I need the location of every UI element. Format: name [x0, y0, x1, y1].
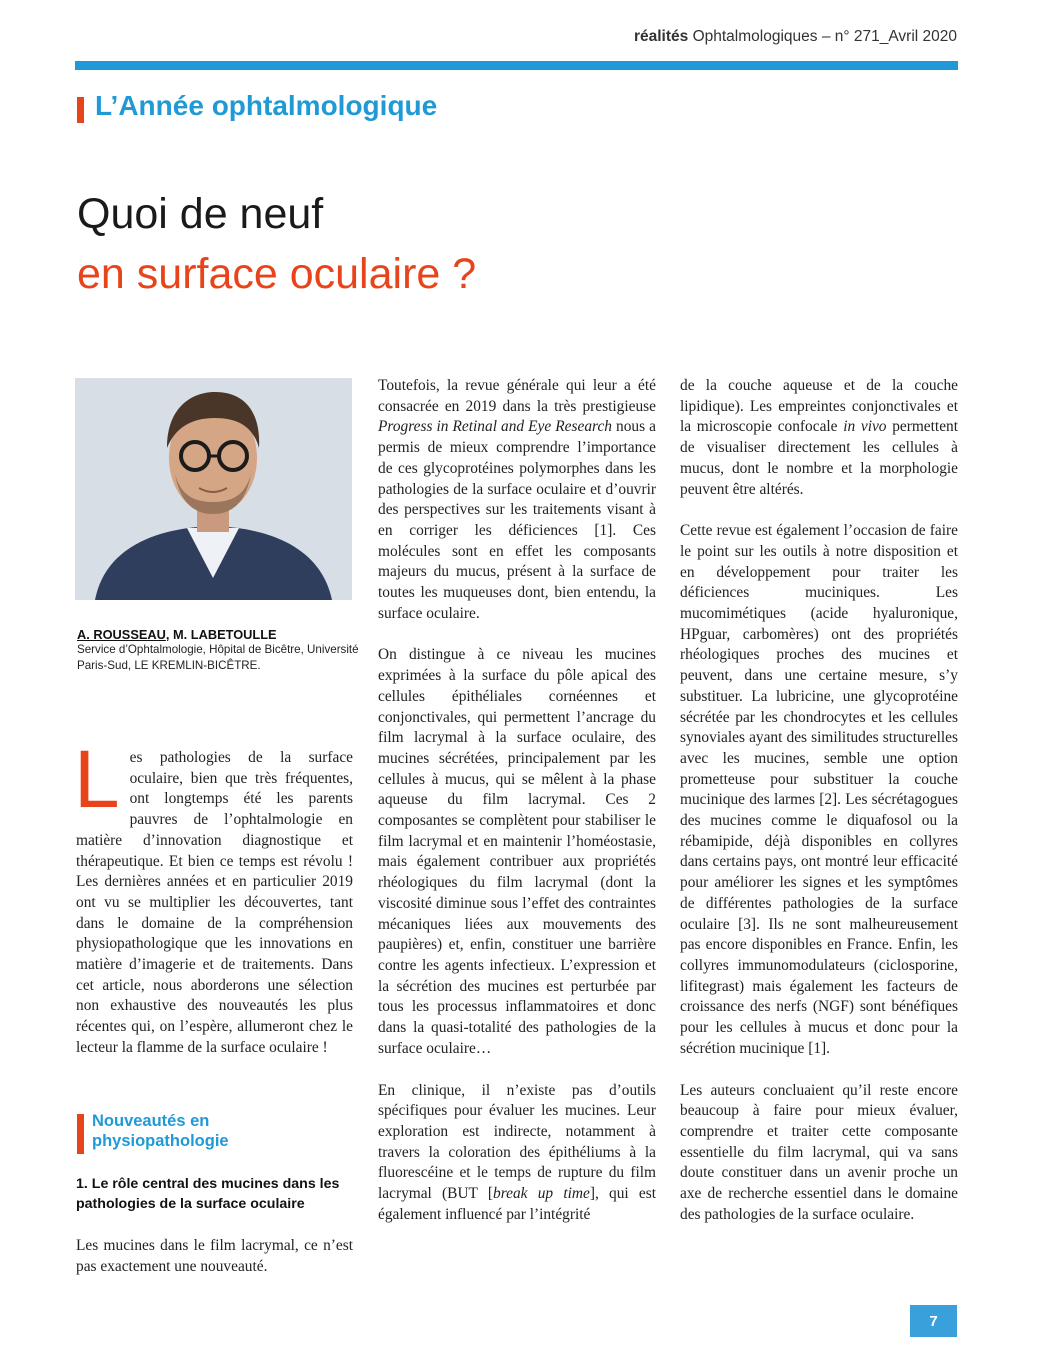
- journal-brand: réalités: [633, 28, 689, 45]
- rubric-marker: [77, 97, 84, 123]
- title-line-2: en surface oculaire ?: [77, 250, 477, 298]
- author-1: A. ROUSSEAU: [77, 627, 166, 642]
- drop-cap: L: [74, 734, 120, 825]
- paragraph: On distingue à ce niveau les mucines exprimées à la surface du pôle apical des cellules épithéliales cornéennes et conjonctivales, qui permettent l’ancrage du film lacrymal à la surface oculaire, des mucines sécrétées, principalement par les cellules à mucus, qui se mêlent à la phase aqueuse du film lacrymal. Ces 2 composantes se complètent pour stabiliser le film lacrymal et en maintenir l’homéostasie, mais également contribuer aux propriétés rhéologiques du film lacrymal (dont la viscosité diminue sous l’effet des contraintes mécaniques liées aux mouvements des paupières) et, enfin, constituer une barrière contre les agents infectieux. L’expression et la sécrétion des mucines est perturbée par tous les processus inflammatoires et donc dans la quasi-totalité des pathologies de la surface oculaire…: [378, 646, 656, 1057]
- intro-text: es pathologies de la surface oculaire, bien que très fréquentes, ont longtemps été les parents pauvres de l’ophtalmologie en matière d’innovation diagnostique et thérapeutique. Et bien ce temps est révolu ! Les dernières années et en particulier 2019 ont vu se multiplier les découvertes, tant dans le domaine de la compréhension physiopathologique que les innovations en matière d’imagerie et de traitements. Dans cet article, nous aborderons une sélection non exhaustive des nouveautés les plus récentes qui, on l’espère, allumeront chez le lecteur la flamme de la surface oculaire !: [76, 749, 353, 1056]
- section-marker: [77, 1114, 84, 1154]
- rubric-title: L’Année ophtalmologique: [95, 90, 438, 121]
- page-number: 7: [910, 1305, 957, 1337]
- author-affiliation: Service d’Ophtalmologie, Hôpital de Bicêtre, Université Paris-Sud, LE KREMLIN-BICÊTRE.: [77, 643, 359, 672]
- author-portrait: [75, 378, 352, 600]
- paragraph: Les auteurs concluaient qu’il reste encore beaucoup à faire pour mieux évaluer, comprendre et traiter cette composante essentielle du film lacrymal, qui va sans doute constituer dans un avenir proche un axe de recherche essentiel dans le domaine des pathologies de la surface oculaire.: [680, 1081, 958, 1223]
- author-portrait-icon: [75, 378, 352, 600]
- text-run: ], qui est également influencé par l’intégrité: [378, 1185, 656, 1223]
- text-run: de la couche aqueuse et de la couche lipidique). Les empreintes conjonctivales et la microscopie confocale: [680, 377, 958, 436]
- paragraph: [378, 1081, 656, 1226]
- emphasis: in vivo: [843, 418, 887, 436]
- header-bar: [75, 61, 958, 70]
- title-line-1: Quoi de neuf: [77, 190, 324, 238]
- paragraph: [378, 376, 656, 624]
- column-1-body: [76, 1236, 353, 1277]
- text-run: En clinique, il n’existe pas d’outils spécifiques pour évaluer les mucines. Leur exploration est indirecte, notamment à travers la coloration des épithéliums à la fluorescéine et le temps de rupture du film lacrymal (BUT [: [378, 1081, 656, 1203]
- text-run: nous a permis de mieux comprendre l’importance de ces glycoprotéines polymorphes dans les pathologies de la surface oculaire et d’ouvrir des perspectives sur les traitements visant à en corriger les déficiences [1]. Ces molécules sont en effet les composants majeurs du mucus, présent à la surface de toutes les muqueuses dont, bien entendu, la surface oculaire.: [378, 418, 656, 622]
- text-run: Toutefois, la revue générale qui leur a été consacrée en 2019 dans la très prestigieuse: [378, 377, 656, 415]
- author-2: M. LABETOULLE: [173, 627, 277, 642]
- paragraph: Cette revue est également l’occasion de faire le point sur les outils à notre disposition et en développement pour traiter les déficiences muciniques. Les mucomimétiques (acide hyaluronique, HPguar, carbomères) ont des propriétés rhéologiques proches des mucines et peuvent, dans une certaine mesure, s’y substituer. La lubricine, une glycoprotéine sécrétée par les chondrocytes et les cellules synoviales ayant des similitudes structurelles avec les mucines, semble une option prometteuse pour substituer la couche mucinique des larmes [2]. Les sécrétagogues des mucines comme le diquafosol ou la rébamipide, déjà disponibles en collyres dans certains pays, ont montré leur efficacité pour améliorer les signes et les symptômes de différentes pathologies de la surface oculaire [3]. Ils ne sont malheureusement pas encore disponibles en France. Enfin, les collyres immunomodulateurs (ciclosporine, lifitegrast) mais également les facteurs de croissance des nerfs (NGF) sont bénéfiques pour les cellules à mucus et donc pour la sécrétion mucinique [1].: [680, 522, 958, 1057]
- author-separator: ,: [165, 627, 174, 642]
- paragraph: [680, 376, 958, 500]
- column-2: [378, 376, 656, 1225]
- subsection-heading: 1. Le rôle central des mucines dans les pathologies de la surface oculaire: [76, 1176, 340, 1212]
- authors-line: [77, 627, 277, 642]
- column-1-intro: [74, 734, 353, 1059]
- intro-paragraph: [74, 734, 353, 1059]
- column-3: [680, 376, 958, 1225]
- section-heading: Nouveautés en physiopathologie: [92, 1112, 229, 1150]
- emphasis: break up time: [493, 1185, 590, 1203]
- journal-header: [634, 28, 957, 46]
- text-run: permettent de visualiser directement les cellules à mucus, dont le nombre et la morphologie peuvent être altérés.: [680, 418, 958, 498]
- journal-issue: Ophtalmologiques – n° 271_Avril 2020: [688, 28, 957, 45]
- journal-title: Progress in Retinal and Eye Research: [378, 418, 612, 436]
- paragraph: Les mucines dans le film lacrymal, ce n’est pas exactement une nouveauté.: [76, 1237, 353, 1275]
